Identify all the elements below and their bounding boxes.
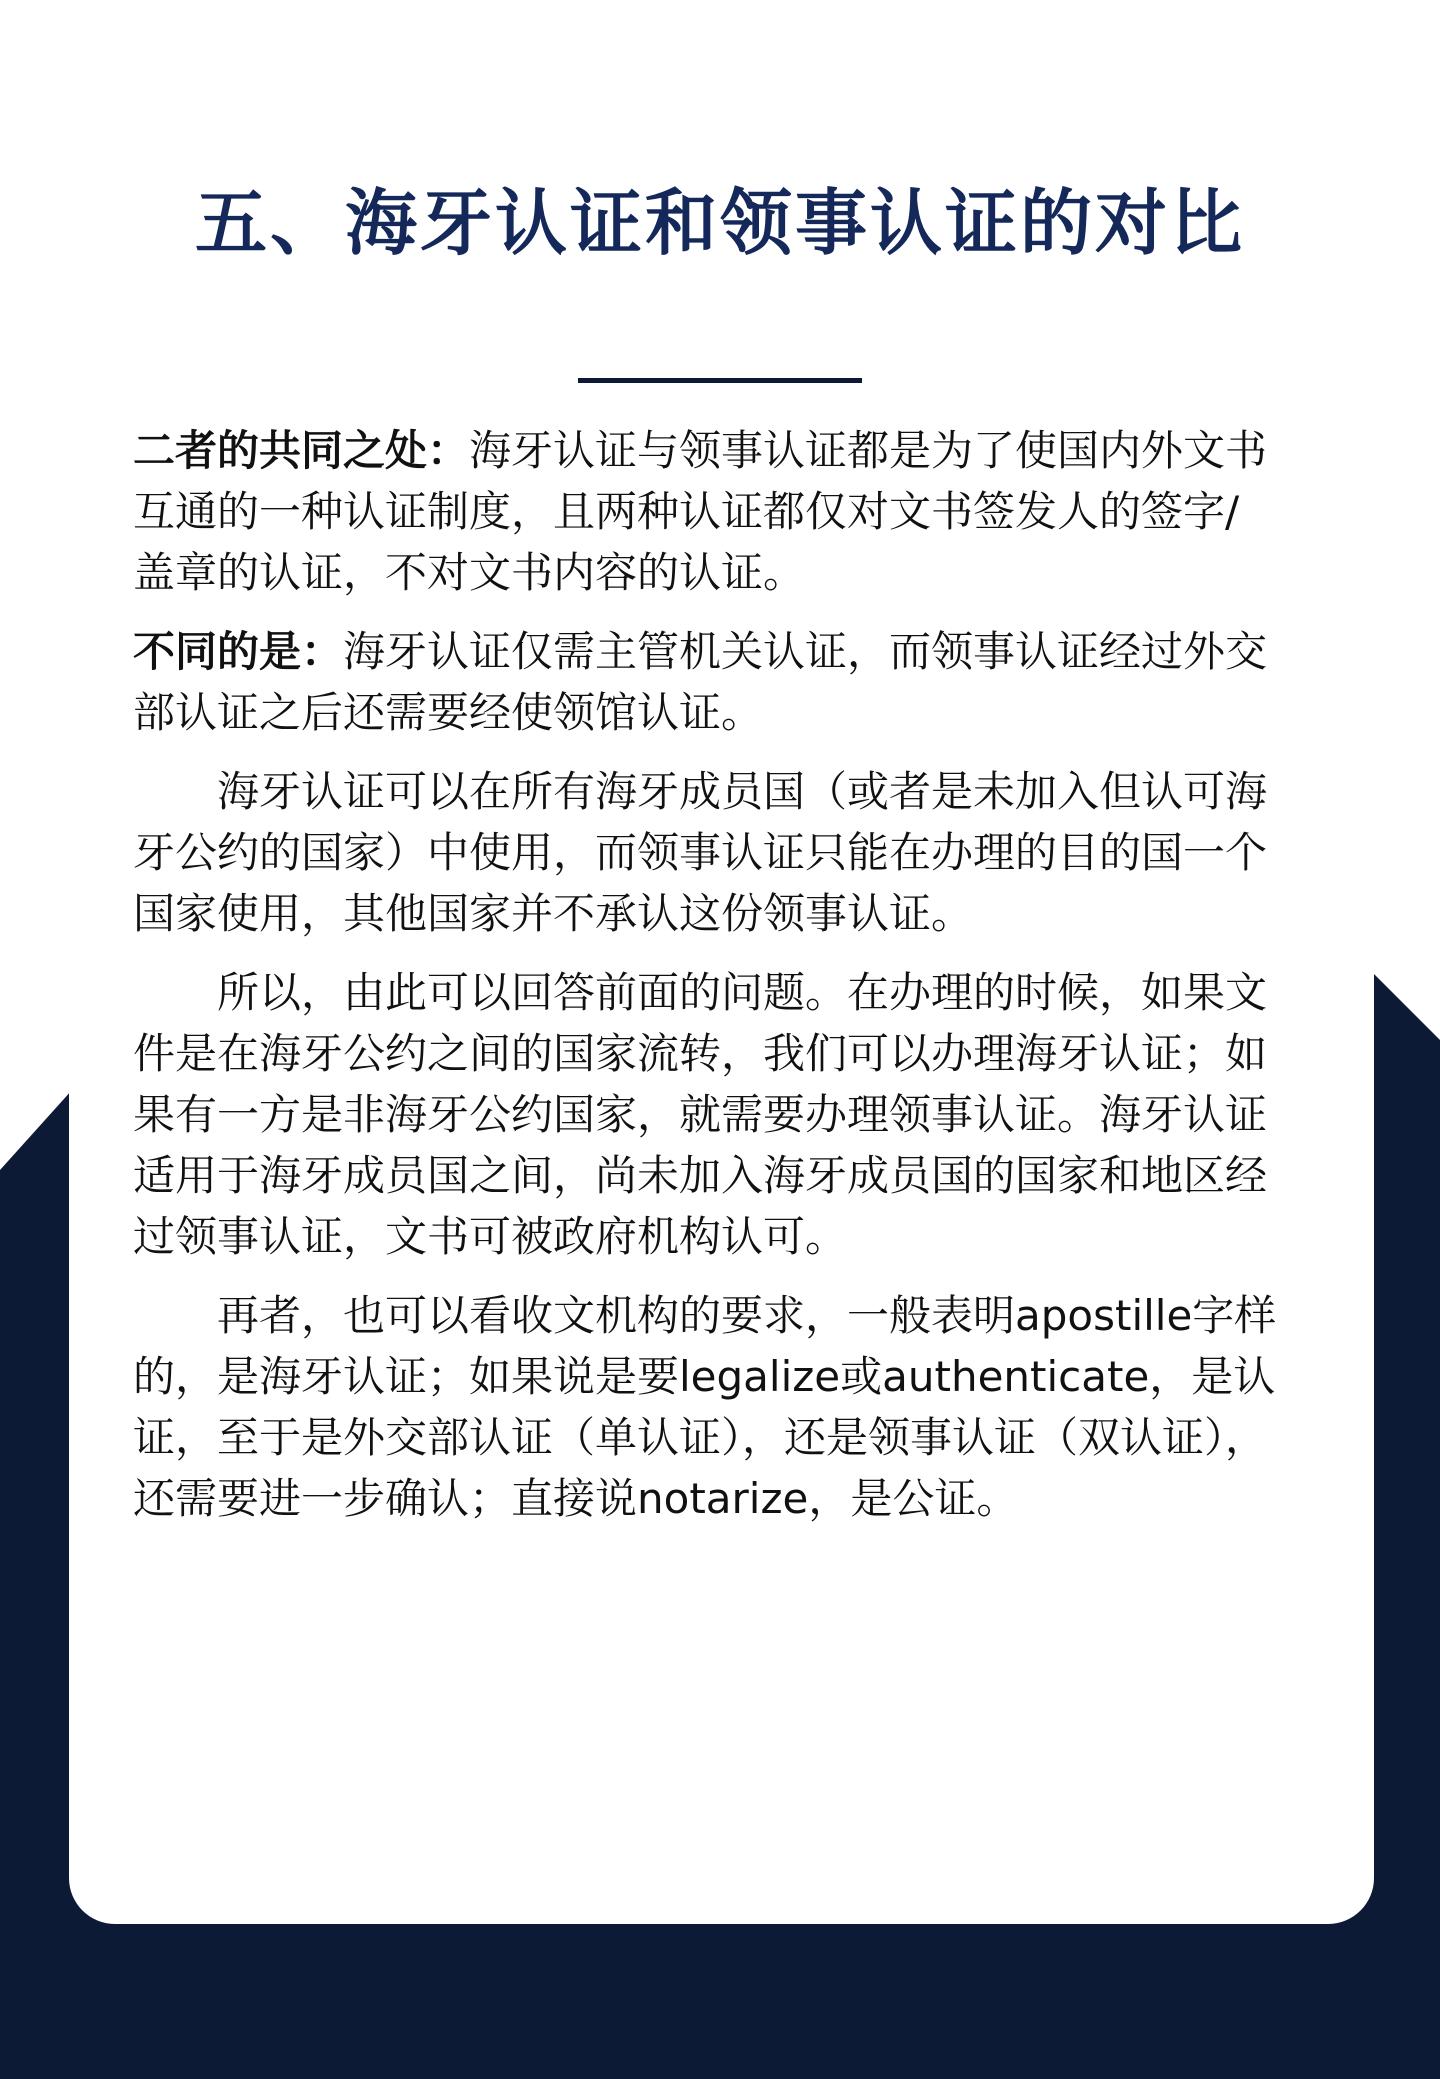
paragraph-requirements: 再者，也可以看收文机构的要求，一般表明apostille字样的，是海牙认证；如果说是要legalize或authenticate，是认证，至于是外交部认证（单认证），还是领事认证（双认证），还需要进一步确认；直接说notarize，是公证。 [133,1291,1277,1523]
paragraph-answer: 所以，由此可以回答前面的问题。在办理的时候，如果文件是在海牙公约之间的国家流转，我们可以办理海牙认证；如果有一方是非海牙公约国家，就需要办理领事认证。海牙认证适用于海牙成员国之间，尚未加入海牙成员国的国家和地区经过领事认证，文书可被政府机构认可。 [133,968,1268,1261]
paragraph-usage-scope: 海牙认证可以在所有海牙成员国（或者是未加入但认可海牙公约的国家）中使用，而领事认证只能在办理的目的国一个国家使用，其他国家并不承认这份领事认证。 [133,767,1268,938]
similarities-heading: 二者的共同之处： [133,426,470,475]
page-title: 五、海牙认证和领事认证的对比 [194,181,1245,265]
differences-text: 海牙认证仅需主管机关认证，而领事认证经过外交部认证之后还需要经使领馆认证。 [133,627,1268,737]
similarities-text: 海牙认证与领事认证都是为了使国内外文书互通的一种认证制度，且两种认证都仅对文书签发人的签字/盖章的认证，不对文书内容的认证。 [133,426,1268,597]
paragraph-differences [133,621,1278,743]
paragraph-similarities [133,420,1278,603]
title-divider [578,378,862,383]
differences-heading: 不同的是： [133,627,344,676]
content-card [69,408,1374,1924]
